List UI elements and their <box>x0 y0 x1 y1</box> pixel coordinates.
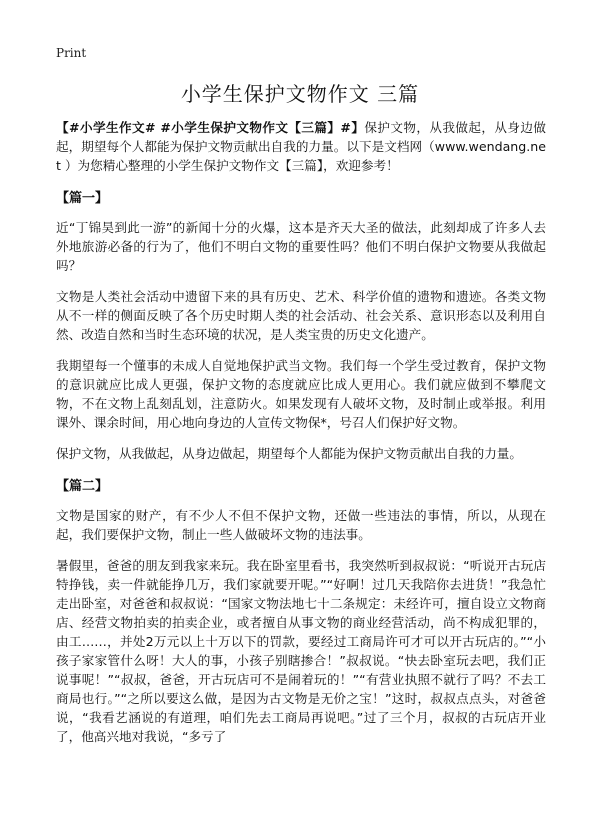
section-heading-2: 【篇二】 <box>56 479 109 494</box>
section-heading-1: 【篇一】 <box>56 191 109 206</box>
intro-text: 保护文物，从我做起，从身边做起，期望每个人都能为保护文物贡献出自我的力量。以下是文档网（www.wendang.net ）为您精心整理的小学生保护文物作文【三篇】，欢迎参考！ <box>56 120 547 173</box>
document-body <box>56 118 546 758</box>
paragraph: 文物是人类社会活动中遗留下来的具有历史、艺术、科学价值的遗物和遗迹。各类文物从不一样的侧面反映了各个历史时期人类的社会活动、社会关系、意识形态以及利用自然、改造自然和当时生态环境的状况，是人类宝贵的历史文化遗产。 <box>56 289 546 342</box>
paragraph: 我期望每一个懂事的未成人自觉地保护武当文物。我们每一个学生受过教育，保护文物的意识就应比成人更强，保护文物的态度就应比成人更用心。我们就应做到不攀爬文物，不在文物上乱刻乱划，注意防火。如果发现有人破坏文物，及时制止或举报。利用课外、课余时间，用心地向身边的人宣传文物保*，号召人们保护好文物。 <box>56 358 546 430</box>
paragraph: 暑假里，爸爸的朋友到我家来玩。我在卧室里看书，我突然听到叔叔说：“听说开古玩店特挣钱，卖一件就能挣几万，我们家就要开呢。”“好啊！过几天我陪你去进货！”我急忙走出卧室，对爸爸和叔叔说：“国家文物法地七十二条规定：未经许可，擅自设立文物商店、经营文物拍卖的拍卖企业，或者擅自从事文物的商业经营活动，尚不构成犯罪的，由工……，并处2万元以上十万以下的罚款，要经过工商局许可才可以开古玩店的。”“小孩子家家管什么呀！大人的事，小孩子别瞎掺合！”叔叔说。“快去卧室玩去吧，我们正说事呢！”“叔叔，爸爸，开古玩店可不是闹着玩的！”“有营业执照不就行了吗？不去工商局也行。”“之所以要这么做，是因为古文物是无价之宝！”这时，叔叔点点头，对爸爸说，“我看艺涵说的有道理，咱们先去工商局再说吧。”过了三个月，叔叔的古玩店开业了，他高兴地对我说，“多亏了 <box>56 558 546 744</box>
page-title: 小学生保护文物作文 三篇 <box>180 82 420 106</box>
intro-paragraph <box>56 118 546 175</box>
print-label: Print <box>56 46 87 60</box>
paragraph: 近“丁锦昊到此一游”的新闻十分的火爆，这本是齐天大圣的做法，此刻却成了许多人去外地旅游必备的行为了，他们不明白文物的重要性吗？他们不明白保护文物要从我做起吗？ <box>56 220 546 273</box>
paragraph: 文物是国家的财产，有不少人不但不保护文物，还做一些违法的事情，所以，从现在起，我们要保护文物，制止一些人做破坏文物的违法事。 <box>56 508 546 542</box>
paragraph: 保护文物，从我做起，从身边做起，期望每个人都能为保护文物贡献出自我的力量。 <box>56 446 522 461</box>
intro-tags: 【#小学生作文# #小学生保护文物作文【三篇】#】 <box>56 120 365 135</box>
